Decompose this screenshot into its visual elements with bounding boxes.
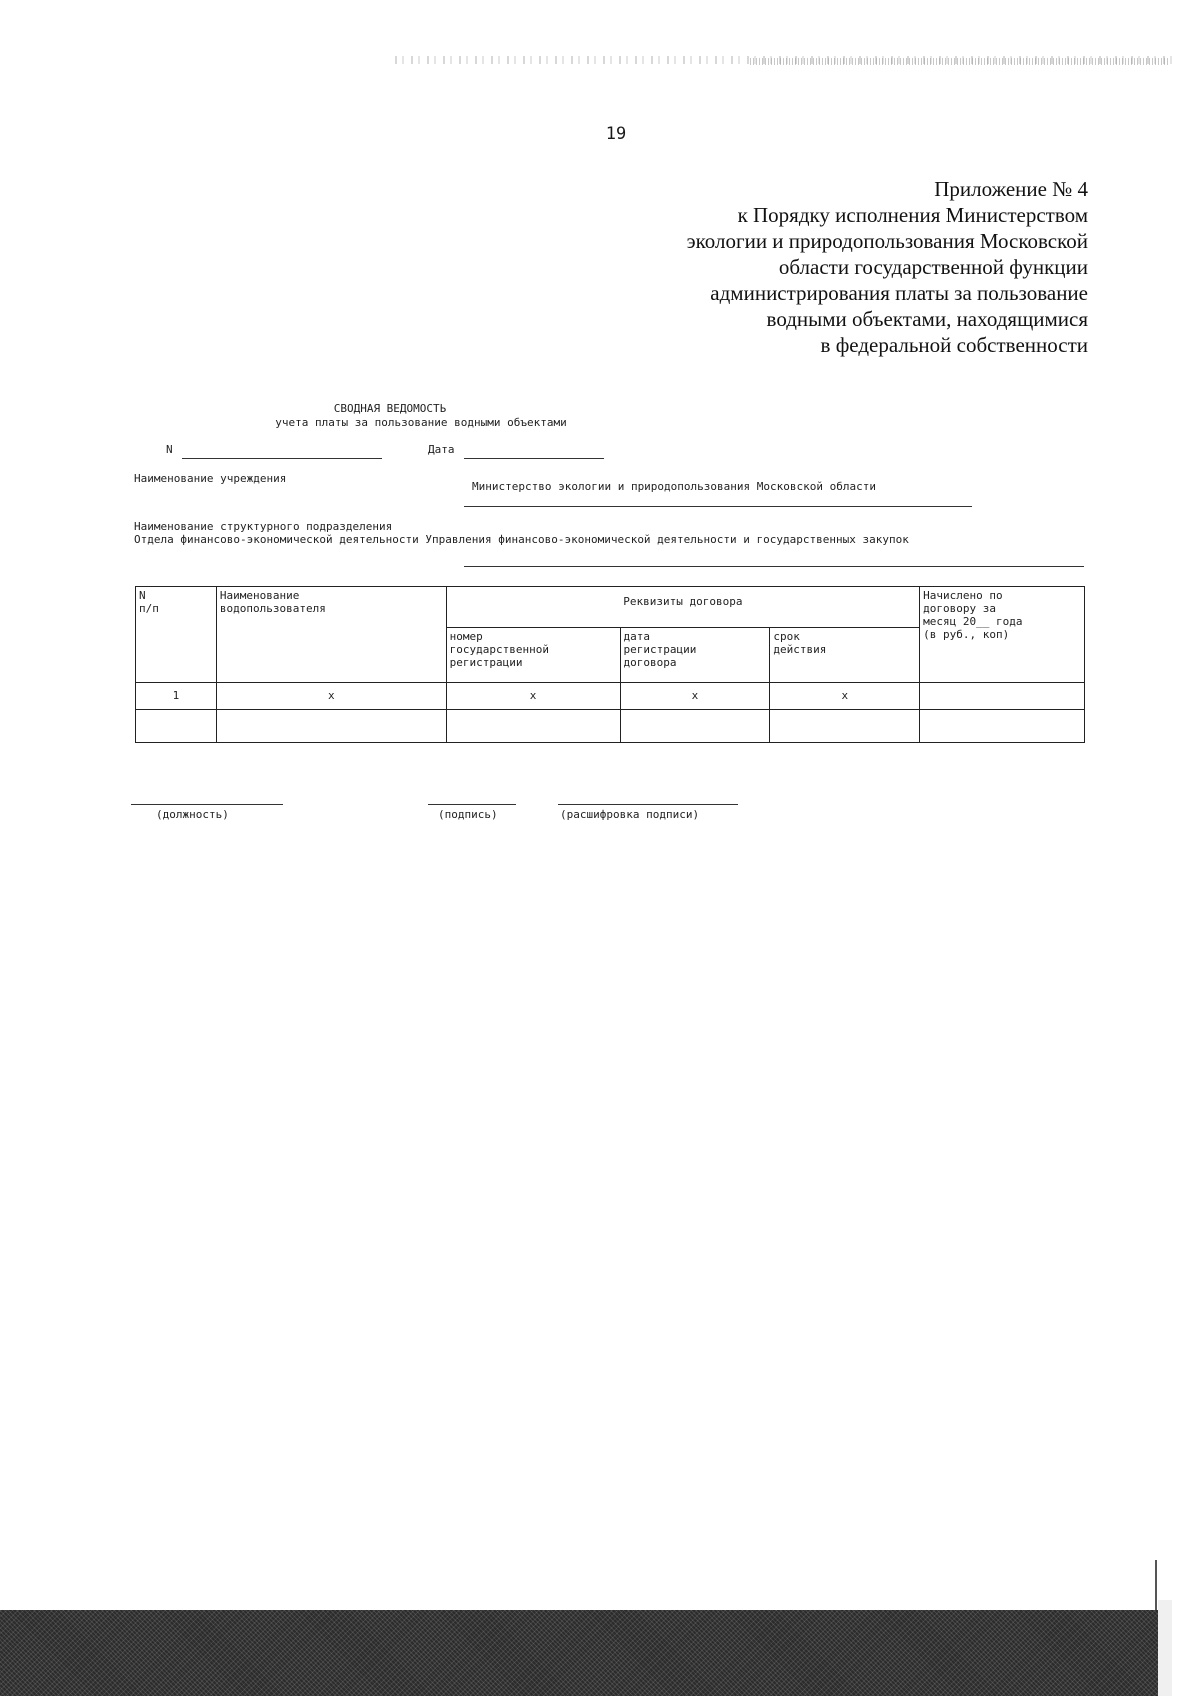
table-cell: x [770, 683, 920, 710]
position-caption: (должность) [156, 808, 229, 821]
table-row [136, 683, 1085, 710]
annex-line: в федеральной собственности [820, 333, 1088, 357]
subdivision-field-line [464, 566, 1084, 567]
table-cell [446, 710, 620, 743]
header-cell-number: N п/п [136, 587, 217, 683]
form-title: СВОДНАЯ ВЕДОМОСТЬ [333, 402, 447, 415]
signature-line [428, 804, 516, 805]
scan-artifact-top-dense [750, 58, 1170, 65]
date-label: Дата [428, 443, 455, 456]
form-subtitle: учета платы за пользование водными объектами [275, 416, 567, 429]
header-cell-accrued: Начислено по договору за месяц 20__ года (в руб., коп) [920, 587, 1085, 683]
table-cell [920, 710, 1085, 743]
table-cell [620, 710, 770, 743]
scan-artifact-bottom [0, 1610, 1172, 1696]
table-cell: x [446, 683, 620, 710]
scan-artifact-bottom-edge [1158, 1600, 1172, 1696]
table-cell: x [620, 683, 770, 710]
annex-line: Приложение № 4 [934, 177, 1088, 201]
header-cell-water-user: Наименование водопользователя [216, 587, 446, 683]
institution-label: Наименование учреждения [134, 472, 287, 485]
page-number: 19 [605, 124, 627, 144]
annex-line: администрирования платы за пользование [710, 281, 1088, 305]
institution-value: Министерство экологии и природопользования Московской области [472, 480, 876, 493]
table-cell [136, 710, 217, 743]
annex-line: экологии и природопользования Московской [686, 229, 1088, 253]
table-cell: x [216, 683, 446, 710]
number-field-line[interactable] [182, 458, 382, 459]
table-cell: 1 [136, 683, 217, 710]
subdivision-value: Отдела финансово-экономической деятельности Управления финансово-экономической деятельности и государственных закупок [134, 533, 909, 546]
annex-note [528, 176, 1088, 358]
decoding-caption: (расшифровка подписи) [560, 808, 700, 821]
decoding-signature-line [558, 804, 738, 805]
header-cell-registration-number: номер государственной регистрации [446, 628, 620, 683]
annex-line: водными объектами, находящимися [766, 307, 1088, 331]
position-signature-line [131, 804, 283, 805]
subdivision-label: Наименование структурного подразделения [134, 520, 393, 533]
summary-table [135, 586, 1085, 743]
number-label: N [166, 443, 173, 456]
table-cell [770, 710, 920, 743]
institution-field-line [464, 506, 972, 507]
annex-line: области государственной функции [778, 255, 1088, 279]
table-row-empty [136, 710, 1085, 743]
table-cell [216, 710, 446, 743]
header-cell-registration-date: дата регистрации договора [620, 628, 770, 683]
header-cell-term: срок действия [770, 628, 920, 683]
signature-caption: (подпись) [438, 808, 498, 821]
annex-line: к Порядку исполнения Министерством [737, 203, 1088, 227]
header-cell-contract-details: Реквизиты договора [446, 587, 920, 628]
table-cell [920, 683, 1085, 710]
date-field-line[interactable] [464, 458, 604, 459]
